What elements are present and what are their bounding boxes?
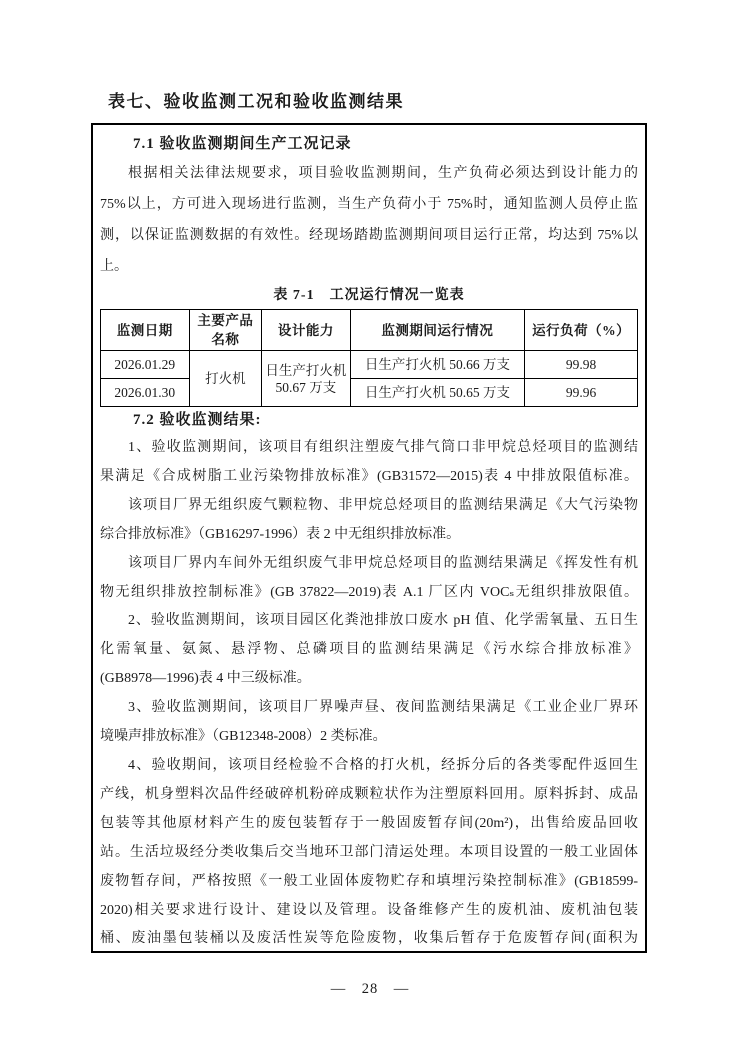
paragraph-line: 1、验收监测期间，该项目有组织注塑废气排气筒口非甲烷总烃项目的监测结 [128, 440, 638, 455]
paragraph-line: 产线，机身塑料次品件经破碎机粉碎成颗粒状作为注塑原料回用。原料拆封、成品 [100, 786, 638, 802]
result-paragraph-4 [100, 607, 638, 694]
cell-design-capacity: 日生产打火机 50.67 万支 [262, 351, 351, 407]
cell-load: 99.96 [525, 379, 638, 407]
page-number: — 28 — [330, 981, 410, 997]
paragraph-line: (GB8978—1996)表 4 中三级标准。 [100, 671, 311, 687]
column-header-load: 运行负荷（%） [525, 310, 638, 351]
result-paragraph-1 [100, 434, 638, 492]
column-header-operation: 监测期间运行情况 [350, 310, 525, 351]
section-7-1-heading: 7.1 验收监测期间生产工况记录 [133, 136, 352, 152]
column-header-date: 监测日期 [101, 310, 190, 351]
paragraph-line: 桶、废油墨包装桶以及废活性炭等危险废物，收集后暂存于危废暂存间(面积为 [100, 931, 638, 947]
result-paragraph-5 [100, 694, 638, 752]
result-paragraph-3 [100, 550, 638, 608]
table-7-1 [100, 309, 638, 407]
paragraph-line: 3、验收监测期间，该项目厂界噪声昼、夜间监测结果满足《工业企业厂界环 [128, 700, 638, 716]
paragraph-line: 物无组织排放控制标准》(GB 37822—2019)表 A.1 厂区内 VOCₛ无组织排放限值。 [100, 584, 638, 600]
paragraph-line: 75%以上，方可进入现场进行监测，当生产负荷小于 75%时，通知监测人员停止监 [100, 197, 638, 212]
paragraph-line: 站。生活垃圾经分类收集后交当地环卫部门清运处理。本项目设置的一般工业固体 [100, 844, 638, 860]
table-header-row [101, 310, 638, 351]
paragraph-line: 化需氧量、氨氮、悬浮物、总磷项目的监测结果满足《污水综合排放标准》 [100, 642, 638, 658]
cell-date: 2026.01.30 [101, 379, 190, 407]
table-row [101, 379, 638, 407]
result-paragraph-2 [100, 492, 638, 550]
cell-load: 99.98 [525, 351, 638, 379]
paragraph-line: 4、验收期间，该项目经检验不合格的打火机，经拆分后的各类零配件返回生 [128, 757, 638, 773]
table-7-1-caption: 表 7-1 工况运行情况一览表 [273, 288, 465, 303]
paragraph-line: 该项目厂界内车间外无组织废气非甲烷总烃项目的监测结果满足《挥发性有机 [128, 555, 638, 571]
table-row [101, 351, 638, 379]
paragraph-line: 果满足《合成树脂工业污染物排放标准》(GB31572—2015)表 4 中排放限值标准。 [100, 468, 638, 484]
cell-operation: 日生产打火机 50.65 万支 [350, 379, 525, 407]
page-title: 表七、验收监测工况和验收监测结果 [108, 92, 404, 111]
paragraph-line: 综合排放标准》（GB16297-1996）表 2 中无组织排放标准。 [100, 526, 461, 542]
content-box [91, 123, 647, 953]
paragraph-line: 测，以保证监测数据的有效性。经现场踏勘监测期间项目运行正常，均达到 75%以 [100, 228, 638, 243]
section-7-1-paragraph [100, 158, 638, 282]
cell-product-name: 打火机 [189, 351, 261, 407]
column-header-product: 主要产品名称 [189, 310, 261, 351]
paragraph-line: 包装等其他原材料产生的废包装暂存于一般固废暂存间(20m²)，出售给废品回收 [100, 815, 638, 831]
cell-date: 2026.01.29 [101, 351, 190, 379]
paragraph-line: 根据相关法律法规要求，项目验收监测期间，生产负荷必须达到设计能力的 [128, 166, 638, 181]
paragraph-line: 2020)相关要求进行设计、建设以及管理。设备维修产生的废机油、废机油包装 [100, 902, 638, 918]
column-header-capacity: 设计能力 [262, 310, 351, 351]
cell-operation: 日生产打火机 50.66 万支 [350, 351, 525, 379]
paragraph-line: 2、验收监测期间，该项目园区化粪池排放口废水 pH 值、化学需氧量、五日生 [128, 613, 638, 629]
section-7-2-heading: 7.2 验收监测结果: [133, 412, 262, 428]
paragraph-line: 该项目厂界无组织废气颗粒物、非甲烷总烃项目的监测结果满足《大气污染物 [128, 497, 638, 513]
paragraph-line: 上。 [100, 259, 128, 274]
result-paragraph-6 [100, 752, 638, 953]
paragraph-line: 废物暂存间，严格按照《一般工业固体废物贮存和填埋污染控制标准》(GB18599- [100, 873, 638, 889]
paragraph-line: 境噪声排放标准》（GB12348-2008）2 类标准。 [100, 729, 387, 745]
